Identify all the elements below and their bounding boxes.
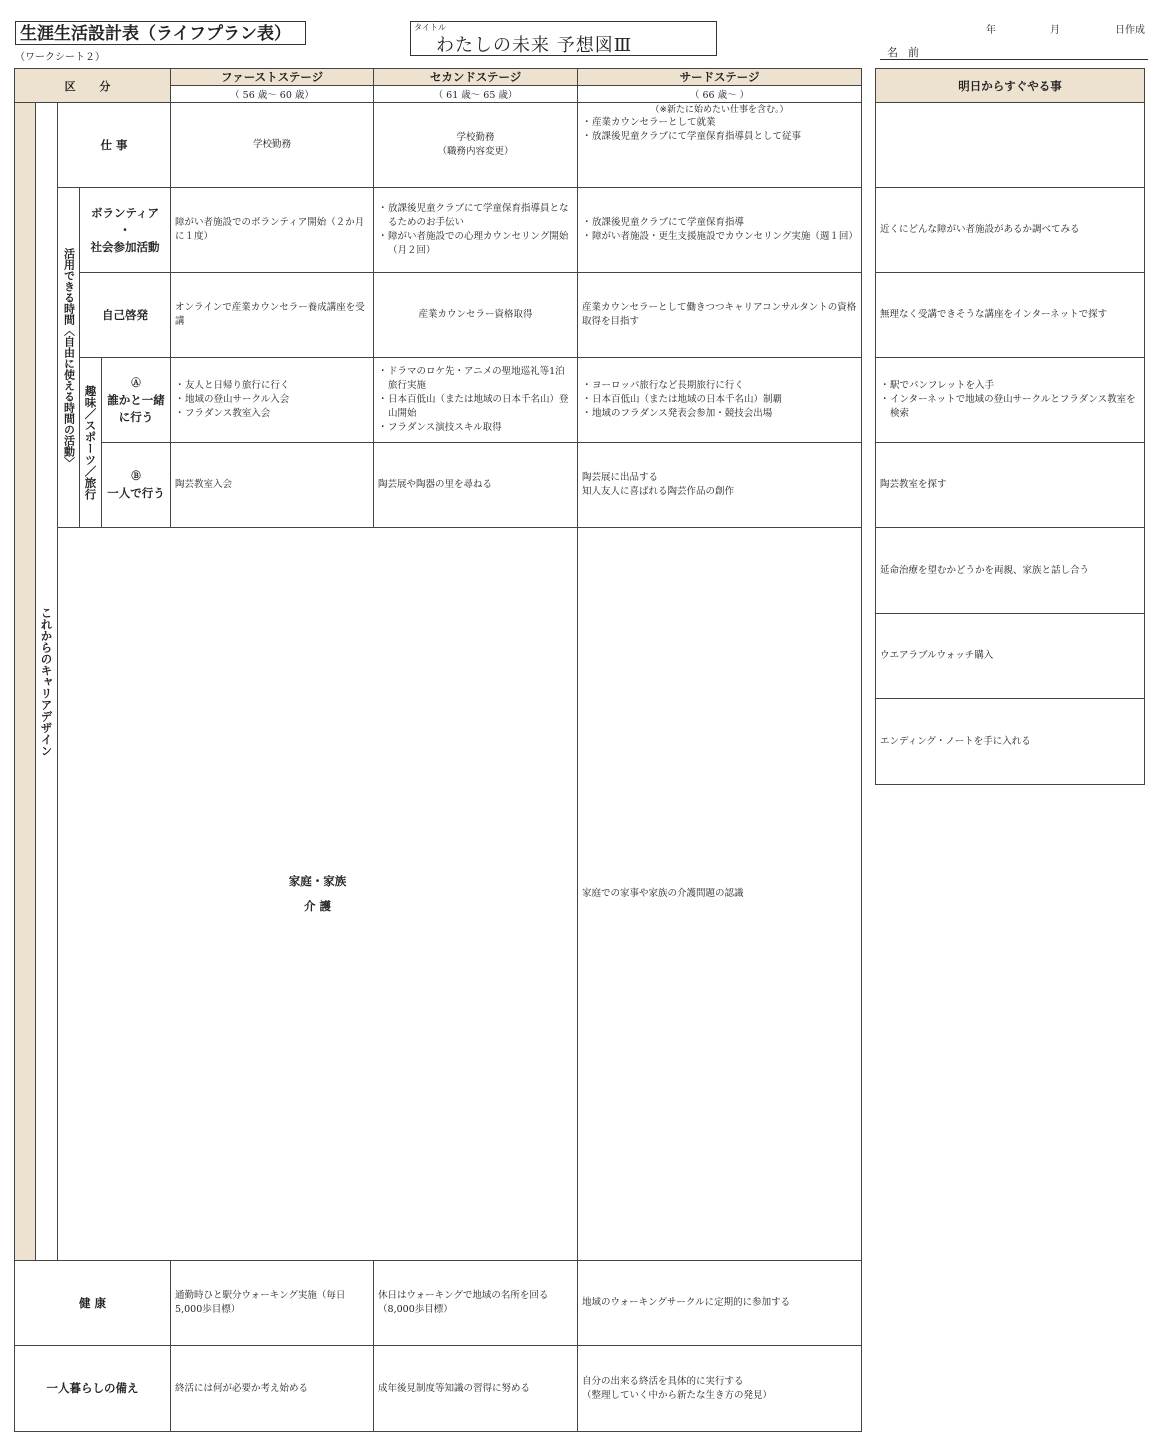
family-label-1: 家庭・家族 xyxy=(288,874,347,888)
health-label: 健 康 xyxy=(79,1295,107,1310)
family-label-2: 介 護 xyxy=(304,899,332,913)
plan-title-box[interactable] xyxy=(410,21,717,56)
self-dev-label: 自己啓発 xyxy=(102,307,149,322)
volunteer-third-item: ・ 障がい者施設・更生支援施設でカウンセリング実施（週１回） xyxy=(592,230,857,244)
work-third-item: ・ 産業カウンセラーとして就業 xyxy=(592,116,857,130)
stage-header-first: ファーストステージ xyxy=(171,69,374,86)
row-label-alone xyxy=(15,1346,171,1432)
career-design-label: これからのキャリアデザイン xyxy=(36,103,58,1261)
volunteer-second-item: ・ 放課後児童クラブにて学童保育指導員となるためのお手伝い xyxy=(388,202,573,230)
hobby-a-third-item: ・ 日本百低山（または地域の日本千名山）制覇 xyxy=(592,393,857,407)
row-label-work xyxy=(58,103,171,188)
work-third-note: （※新たに始めたい仕事を含む。） xyxy=(650,105,789,115)
alone-third-line1: 自分の出来る終活を具体的に実行する xyxy=(582,1375,744,1387)
stage-header-second: セカンドステージ xyxy=(374,69,578,86)
row-label-health xyxy=(15,1261,171,1346)
alone-third-line2: （整理していく中から新たな生き方の発見） xyxy=(582,1389,773,1401)
hobby-a-second-item: ・ フラダンス演技スキル取得 xyxy=(388,421,573,435)
cell-family-first[interactable]: 家庭での家事や家族の介護問題の認識 xyxy=(578,528,862,1261)
side-cell-family[interactable]: 延命治療を望むかどうかを両親、家族と話し合う xyxy=(876,528,1145,614)
cell-hobby-b-second[interactable]: 陶芸展や陶器の里を尋ねる xyxy=(374,443,578,528)
row-label-hobby-b xyxy=(102,443,171,528)
plan-title-text: わたしの未来 予想図Ⅲ xyxy=(436,35,633,56)
row-label-self-dev xyxy=(80,273,171,358)
hobby-a-label-1: 誰かと一緒 xyxy=(107,392,165,407)
cell-alone-second[interactable]: 成年後見制度等知識の習得に努める xyxy=(374,1346,578,1432)
alone-label: 一人暮らしの備え xyxy=(46,1381,139,1395)
cell-volunteer-third[interactable] xyxy=(578,188,862,273)
career-shade-left xyxy=(15,103,36,1261)
cell-work-third[interactable] xyxy=(578,103,862,188)
date-year-label: 年 xyxy=(986,25,996,36)
cell-hobby-a-first[interactable] xyxy=(171,358,374,443)
volunteer-second-item: ・ 障がい者施設での心理カウンセリング開始（月２回） xyxy=(388,230,573,258)
side-cell-volunteer[interactable]: 近くにどんな障がい者施設があるか調べてみる xyxy=(876,188,1145,273)
hobby-a-second-item: ・ ドラマのロケ先・アニメの聖地巡礼等1泊旅行実施 xyxy=(388,365,573,393)
date-month-label: 月 xyxy=(1050,25,1060,36)
hobby-b-label: 一人で行う xyxy=(107,486,165,500)
hobby-sport-travel-label: 趣味／スポーツ／旅行 xyxy=(80,358,102,528)
hobby-a-second-item: ・ 日本百低山（または地域の日本千名山）登山開始 xyxy=(388,393,573,421)
hobby-b-third-line2: 知人友人に喜ばれる陶芸作品の創作 xyxy=(582,486,735,497)
cell-self-dev-first[interactable]: オンラインで産業カウンセラー養成講座を受講 xyxy=(171,273,374,358)
stage-age-second[interactable]: （ 61 歳～ 65 歳） xyxy=(374,86,578,103)
cell-self-dev-third[interactable]: 産業カウンセラーとして働きつつキャリアコンサルタントの資格取得を目指す xyxy=(578,273,862,358)
cell-volunteer-first[interactable]: 障がい者施設でのボランティア開始（２か月に１度） xyxy=(171,188,374,273)
tomorrow-actions-table xyxy=(875,68,1145,785)
side-cell-alone[interactable]: エンディング・ノートを手に入れる xyxy=(876,699,1145,785)
volunteer-label-3: 社会参加活動 xyxy=(90,239,160,254)
cell-health-first[interactable]: 通勤時ひと駅分ウォーキング実施（毎日5,000歩目標） xyxy=(171,1261,374,1346)
hobby-a-third-item: ・ ヨーロッパ旅行など長期旅行に行く xyxy=(592,379,857,393)
cell-volunteer-second[interactable] xyxy=(374,188,578,273)
cell-health-second[interactable]: 休日はウォーキングで地域の名所を回る（8,000歩目標） xyxy=(374,1261,578,1346)
side-cell-self-dev[interactable]: 無理なく受講できそうな講座をインターネットで探す xyxy=(876,273,1145,358)
hobby-a-label-2: に行う xyxy=(118,409,154,424)
volunteer-label-2: ・ xyxy=(119,222,131,237)
side-cell-hobby-b[interactable]: 陶芸教室を探す xyxy=(876,443,1145,528)
cell-alone-first[interactable]: 終活には何が必要か考え始める xyxy=(171,1346,374,1432)
work-second-line2: （職務内容変更） xyxy=(437,146,514,157)
volunteer-third-item: ・ 放課後児童クラブにて学童保育指導 xyxy=(592,216,857,230)
work-label: 仕 事 xyxy=(100,137,128,152)
side-cell-work[interactable] xyxy=(876,103,1145,188)
side-hobby-a-item: ・ インターネットで地域の登山サークルとフラダンス教室を検索 xyxy=(890,393,1140,421)
cell-hobby-b-third[interactable] xyxy=(578,443,862,528)
volunteer-label-1: ボランティア xyxy=(90,205,160,220)
cell-health-third[interactable]: 地域のウォーキングサークルに定期的に参加する xyxy=(578,1261,862,1346)
side-hobby-a-item: ・ 駅でパンフレットを入手 xyxy=(890,379,1140,393)
side-cell-hobby-a[interactable] xyxy=(876,358,1145,443)
stage-header-third: サードステージ xyxy=(578,69,862,86)
side-cell-health[interactable]: ウエアラブルウォッチ購入 xyxy=(876,614,1145,699)
cell-hobby-b-first[interactable]: 陶芸教室入会 xyxy=(171,443,374,528)
row-label-hobby-a xyxy=(102,358,171,443)
stage-age-first[interactable]: （ 56 歳～ 60 歳） xyxy=(171,86,374,103)
hobby-b-third-line1: 陶芸展に出品する xyxy=(582,472,659,483)
cell-self-dev-second[interactable]: 産業カウンセラー資格取得 xyxy=(374,273,578,358)
cell-work-first[interactable]: 学校勤務 xyxy=(171,103,374,188)
date-created-label: 日作成 xyxy=(1115,25,1145,36)
cell-hobby-a-third[interactable] xyxy=(578,358,862,443)
sheet-title: 生涯生活設計表（ライフプラン表） xyxy=(15,21,306,45)
cell-alone-third[interactable] xyxy=(578,1346,862,1432)
hobby-a-first-item: ・ フラダンス教室入会 xyxy=(185,407,369,421)
worksheet-number: （ワークシート２） xyxy=(15,52,105,63)
work-second-line1: 学校勤務 xyxy=(456,132,495,143)
hobby-b-mark: Ⓑ xyxy=(131,471,141,482)
work-third-item: ・ 放課後児童クラブにて学童保育指導員として従事 xyxy=(592,130,857,144)
side-header: 明日からすぐやる事 xyxy=(876,69,1145,103)
free-time-label: 活用できる時間〈自由に使える時間の活動〉 xyxy=(58,188,80,528)
hobby-a-third-item: ・ 地域のフラダンス発表会参加・競技会出場 xyxy=(592,407,857,421)
stage-age-third[interactable]: （ 66 歳～ ） xyxy=(578,86,862,103)
hobby-a-first-item: ・ 友人と日帰り旅行に行く xyxy=(185,379,369,393)
name-label: 名前 xyxy=(887,46,929,59)
name-input-line[interactable] xyxy=(880,59,1148,60)
hobby-a-mark: Ⓐ xyxy=(131,377,141,389)
cell-work-second[interactable] xyxy=(374,103,578,188)
row-label-volunteer xyxy=(80,188,171,273)
hobby-a-first-item: ・ 地域の登山サークル入会 xyxy=(185,393,369,407)
plan-title-label: タイトル xyxy=(414,23,446,32)
row-label-family xyxy=(58,528,578,1261)
cell-hobby-a-second[interactable] xyxy=(374,358,578,443)
kubun-header: 区 分 xyxy=(15,69,171,103)
life-plan-table xyxy=(14,68,862,1432)
